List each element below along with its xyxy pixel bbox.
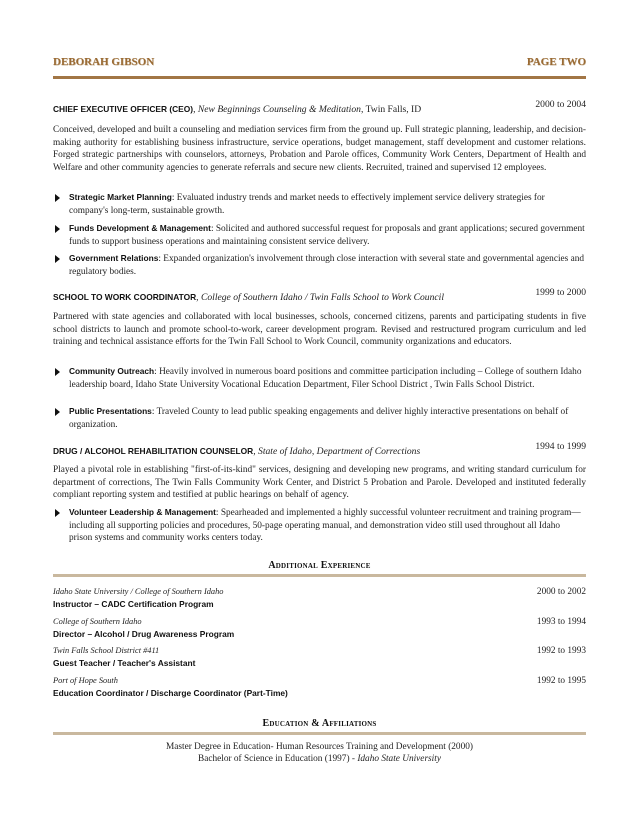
bullet-label: Community Outreach [69, 366, 155, 376]
candidate-name: DEBORAH GIBSON [53, 56, 155, 68]
bullet-arrow-icon [55, 509, 60, 517]
bullet-text: : Expanded organization's involvement through close interaction with several state and governmental agencies and regulatory bodies. [69, 254, 585, 277]
job-organization: College of Southern Idaho / Twin Falls School to Work Council [200, 292, 444, 303]
job-dates: 2000 to 2004 [535, 99, 586, 110]
bullet-arrow-icon [55, 194, 60, 202]
bullet-label: Volunteer Leadership & Management [69, 507, 216, 517]
experience-dates: 1992 to 1993 [536, 646, 586, 656]
job-organization: New Beginnings Counseling & Meditation [197, 104, 361, 115]
section-heading-education: Education & Affiliations [262, 718, 377, 729]
bullet-arrow-icon [55, 408, 60, 416]
job-summary: Partnered with state agencies and collaborated with local businesses, schools, concerned citizens, parents and participating students in five school districts to launch and promote school-to-work, career development program. Revised and restructured program curriculum and led training and technical assistance efforts for the Twin Fall School to Work Council, community organizations and educators. [53, 312, 586, 348]
section-rule [53, 574, 586, 577]
job-title: CHIEF EXECUTIVE OFFICER (CEO) [53, 104, 194, 114]
bullet-label: Strategic Market Planning [69, 192, 172, 202]
bullet-text: : Spearheaded and implemented a highly successful volunteer recruitment and training program—including all supporting policies and procedures, 50-page operating manual, and demonstration video still used throughout all Idaho prison systems and community works centers today. [69, 508, 581, 544]
experience-organization: Idaho State University / College of Southern Idaho [53, 587, 224, 596]
experience-dates: 1993 to 1994 [536, 617, 586, 627]
job-heading: CHIEF EXECUTIVE OFFICER (CEO), New Beginnings Counseling & Meditation, Twin Falls, ID [53, 104, 422, 115]
experience-organization: Port of Hope South [53, 676, 118, 685]
job-title: SCHOOL TO WORK COORDINATOR [53, 292, 197, 302]
section-rule [53, 732, 586, 735]
institution-name: Idaho State University [357, 754, 441, 764]
bullet-text: : Heavily involved in numerous board positions and committee participation including – College of southern Idaho leadership board, Idaho State University Vocational Education Department, Filer School District , Twin Falls School District. [69, 367, 582, 390]
header-rule [53, 76, 586, 79]
experience-title: Education Coordinator / Discharge Coordinator (Part-Time) [53, 688, 288, 698]
page-label: PAGE TWO [526, 56, 586, 68]
bullet-text: : Solicited and authored successful request for proposals and grant applications; secured government funds to support business operations and maintaining consistent service delivery. [69, 224, 585, 247]
experience-title: Instructor – CADC Certification Program [53, 599, 214, 609]
job-location: , Twin Falls, ID [360, 104, 422, 115]
experience-title: Director – Alcohol / Drug Awareness Program [53, 629, 235, 639]
bullet-label: Government Relations [69, 253, 159, 263]
section-heading-additional-experience: Additional Experience [268, 560, 371, 571]
job-title: DRUG / ALCOHOL REHABILITATION COUNSELOR [53, 446, 254, 456]
job-heading: DRUG / ALCOHOL REHABILITATION COUNSELOR, State of Idaho, Department of Corrections [53, 446, 421, 457]
bullet-text: : Traveled County to lead public speaking engagements and deliver highly interactive presentations on behalf of organization. [69, 407, 569, 430]
experience-dates: 1992 to 1995 [536, 676, 586, 686]
job-dates: 1999 to 2000 [535, 287, 586, 298]
bullet-arrow-icon [55, 368, 60, 376]
degree-text: Bachelor of Science in Education (1997) - [198, 754, 358, 764]
experience-organization: Twin Falls School District #411 [53, 646, 160, 655]
bullet-arrow-icon [55, 225, 60, 233]
education-degree-bachelors [53, 754, 586, 764]
job-dates: 1994 to 1999 [535, 441, 586, 452]
job-summary: Played a pivotal role in establishing "first-of-its-kind" services, designing and developing new programs, and writing standard curriculum for department of corrections, The Twin Falls Community Work Center, and District 5 Probation and Parole. Developed and instituted federally compliant reporting system and testified at public hearings on behalf of agency. [53, 465, 586, 501]
bullet-arrow-icon [55, 255, 60, 263]
bullet-label: Funds Development & Management [69, 223, 211, 233]
experience-organization: College of Southern Idaho [53, 617, 142, 626]
experience-title: Guest Teacher / Teacher's Assistant [53, 658, 196, 668]
experience-dates: 2000 to 2002 [536, 587, 586, 597]
job-heading: SCHOOL TO WORK COORDINATOR, College of Southern Idaho / Twin Falls School to Work Council [53, 292, 444, 303]
education-degree-masters: Master Degree in Education- Human Resources Training and Development (2000) [166, 742, 473, 752]
job-summary: Conceived, developed and built a counseling and mediation services firm from the ground up. Full strategic planning, leadership, and decision-making authority for establishing business infrastructure, service operations, budget management, staff development and customer relations. Forged strategic partnerships with counselors, attorneys, Probation and Parole offices, Community Work Centers, Department of Health and Welfare and other community agencies to generate referrals and secure new clients. Recruited, trained and supervised 12 employees. [53, 125, 586, 173]
bullet-label: Public Presentations [69, 406, 152, 416]
job-organization: State of Idaho, Department of Corrections [258, 446, 421, 457]
bullet-text: : Evaluated industry trends and market needs to effectively implement service delivery strategies for company's long-term, sustainable growth. [69, 193, 545, 216]
